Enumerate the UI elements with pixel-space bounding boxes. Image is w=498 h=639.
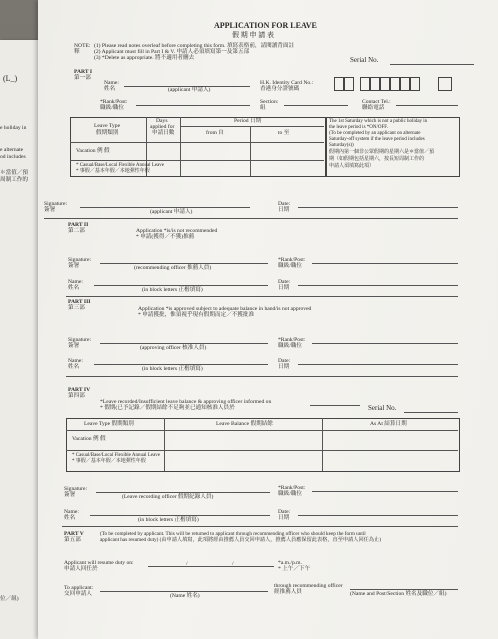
- p4-rank-field[interactable]: [312, 491, 458, 492]
- p5-date-slash-2: /: [232, 561, 234, 567]
- p1-rank-label-zh: 職級/職位: [100, 105, 124, 111]
- p2-name-field[interactable]: [94, 285, 268, 286]
- p5-to-applicant-label: To applicant:: [64, 585, 94, 591]
- p1-leave-type-zh: 假期類別: [96, 130, 119, 136]
- p1-leave-type: Leave Type: [94, 123, 121, 129]
- p5-ampm[interactable]: *a.m./p.m.: [278, 560, 302, 566]
- p1-signature-label-zh: 簽署: [44, 207, 56, 213]
- p1-name-label: Name:: [104, 80, 119, 86]
- p3-text-1: Application *is approved subject to adequate balance in hand/is not approved: [138, 306, 312, 312]
- p4-name-label: Name:: [64, 509, 79, 515]
- note-2: (2) Applicant must fill in Part I & V. 申請人必須填寫第一及第五部: [94, 49, 250, 55]
- p1-section-field[interactable]: [284, 105, 348, 106]
- p1-section-label: Section:: [260, 99, 279, 105]
- p2-signature-label-zh: 簽署: [68, 263, 80, 269]
- p4-casual: * Casual/Base/Local Flexible Annual Leave: [72, 453, 161, 458]
- p1-casual: * Casual/Base/Local Flexible Annual Leave: [76, 163, 165, 168]
- p1-signature-field[interactable]: [80, 207, 250, 208]
- p1-sat-note-2: the leave period is *ON/OFF.: [329, 125, 388, 130]
- p1-name-label-zh: 姓名: [104, 86, 116, 92]
- p2-signature-label: Signature:: [68, 257, 91, 263]
- p1-days-2: applied for: [150, 124, 175, 130]
- note-label: NOTE:: [74, 43, 91, 49]
- p1-date-field[interactable]: [298, 207, 458, 208]
- left-frag-2: e alternate: [0, 147, 24, 153]
- p2-signature-field[interactable]: [100, 263, 268, 264]
- p3-rank-label-zh: 職級/職位: [278, 343, 302, 349]
- p2-date-field[interactable]: [298, 285, 458, 286]
- p2-rank-label-zh: 職級/職位: [278, 263, 302, 269]
- p3-date-label: Date:: [278, 358, 291, 364]
- p2-date-label-zh: 日期: [278, 285, 290, 291]
- p3-date-label-zh: 日期: [278, 364, 290, 370]
- p2-name-label-zh: 姓名: [68, 285, 80, 291]
- p1-rank-field[interactable]: [136, 105, 250, 106]
- p3-signature-field[interactable]: [100, 343, 268, 344]
- p1-rank-label: *Rank/Post:: [100, 99, 128, 105]
- p3-name-label: Name:: [68, 358, 83, 364]
- left-bracket-text: (L_): [3, 74, 18, 83]
- p3-block-letters: (in block letters 正楷填寫): [142, 366, 203, 372]
- p1-signature-label: Signature:: [44, 201, 67, 207]
- p5-text-2: applicant has resumed duty) (由申請人填寫，此項將經由推薦人員交回申請人，推薦人員應保留此表格，直至申請人回任為止): [100, 537, 381, 543]
- left-frag-1: e holiday in: [0, 125, 27, 131]
- p3-rank-label: *Rank/Post:: [278, 337, 306, 343]
- p4-rank-label: *Rank/Post:: [278, 485, 306, 491]
- p1-signature-who: (applicant 申請人): [150, 209, 193, 215]
- p5-resume-label: Applicant will resume duty on:: [64, 560, 134, 566]
- p4-signature-field[interactable]: [96, 492, 270, 493]
- p5-to-applicant-label-zh: 交回申請人: [64, 591, 92, 597]
- p4-date-field[interactable]: [298, 515, 458, 516]
- p5-resume-date-field[interactable]: [148, 566, 274, 567]
- p4-text-2: * 假期(已予記錄／假期結餘不足夠並已通知核准人員於: [100, 405, 235, 411]
- p1-contact-label: Contact Tel.:: [362, 99, 391, 105]
- note-1: (1) Please read notes overleaf before completing this form. 填寫表格前，請閱讀背面註: [94, 43, 295, 49]
- p5-officer-field[interactable]: [350, 589, 458, 590]
- p4-col-balance: Leave Balance 假期結餘: [216, 421, 273, 427]
- p1-contact-label-zh: 聯絡電話: [362, 105, 385, 111]
- p5-applicant-name-field[interactable]: [100, 591, 268, 592]
- left-frag-3: od includes: [0, 154, 26, 160]
- p3-signature-label-zh: 簽署: [68, 343, 80, 349]
- p5-resume-label-zh: 申請人回任於: [64, 566, 98, 572]
- p3-rank-field[interactable]: [312, 343, 458, 344]
- p1-sat-note-1: The 1st Saturday which is not a public holiday in: [329, 119, 428, 124]
- p4-casual-zh: * 事假／基本年假／本地彈性年假: [72, 459, 146, 464]
- p5-date-slash-1: /: [186, 561, 188, 567]
- left-frag-5: 周制工作的: [0, 177, 28, 183]
- p4-col-leave-type: Leave Type 假期類別: [84, 421, 134, 427]
- part1-title-zh: 第一部: [74, 75, 91, 81]
- part4-title-zh: 第四部: [68, 393, 85, 399]
- p3-date-field[interactable]: [298, 364, 458, 365]
- p3-signature-label: Signature:: [68, 337, 91, 343]
- part3-title: PART III: [68, 299, 91, 305]
- note-1b: 釋: [74, 49, 80, 55]
- p1-sat-note-3: (To be completed by an applicant on alternate: [329, 131, 421, 136]
- p3-text-2: * 申請獲批，惟須視乎現有假期而定／不獲批准: [138, 312, 255, 318]
- left-frag-6: 位／組): [0, 596, 19, 602]
- p4-serial-label: Serial No.: [368, 404, 397, 412]
- p1-divider: [44, 218, 458, 219]
- p4-signature-who: (Leave recording officer 假期紀錄人員): [122, 494, 214, 500]
- p3-divider: [66, 376, 458, 377]
- part2-title: PART II: [68, 222, 89, 228]
- p1-days-3: 申請日數: [152, 130, 175, 136]
- p1-period: Period 日期: [234, 118, 262, 124]
- p4-informed-date-field[interactable]: [310, 405, 360, 406]
- p1-sat-note-8: 申請人須填寫此項）: [329, 164, 375, 169]
- part3-title-zh: 第三部: [68, 305, 85, 311]
- p4-signature-label: Signature:: [64, 486, 87, 492]
- left-page-fragment: [0, 40, 40, 639]
- p5-through-label: through recommending officer: [274, 583, 343, 589]
- p1-from: from 自: [206, 130, 224, 136]
- p4-name-field[interactable]: [90, 515, 270, 516]
- part2-title-zh: 第二部: [68, 228, 85, 234]
- part1-title: PART I: [74, 69, 93, 75]
- p1-vacation: Vacation 例 假: [76, 148, 110, 154]
- p2-rank-label: *Rank/Post:: [278, 257, 306, 263]
- p4-divider: [62, 526, 458, 527]
- p4-date-label-zh: 日期: [278, 515, 290, 521]
- p2-date-label: Date:: [278, 279, 291, 285]
- p2-rank-field[interactable]: [312, 263, 458, 264]
- left-frag-4: ＊當值／預: [0, 170, 28, 176]
- p2-divider: [66, 296, 458, 297]
- p3-name-field[interactable]: [94, 364, 268, 365]
- p1-sat-note-4: Saturday-off system if the leave period includes: [329, 137, 425, 142]
- p5-name-who: (Name 姓名): [170, 593, 200, 599]
- p4-vacation: Vacation 例 假: [72, 436, 106, 442]
- p1-to: to 至: [278, 130, 290, 136]
- p4-name-label-zh: 姓名: [64, 515, 76, 521]
- p1-section-label-zh: 組: [260, 105, 266, 111]
- p3-name-label-zh: 姓名: [68, 364, 80, 370]
- p1-hkid-label-zh: 香港身分證號碼: [260, 86, 300, 92]
- p5-text-1: (To be completed by applicant. This will be returned to applicant through recommending officer who should keep the form until: [100, 531, 366, 537]
- p4-col-asat: As At 結算日期: [370, 421, 407, 427]
- p1-date-label: Date:: [278, 201, 291, 207]
- p2-name-label: Name:: [68, 279, 83, 285]
- p4-date-label: Date:: [278, 509, 291, 515]
- p4-text-1: *Leave recorded/Insufficient leave balance & approving officer informed on: [100, 399, 272, 405]
- p5-through-label-zh: 經推薦人員: [274, 589, 302, 595]
- p2-text-1: Application *is/is not recommended: [136, 228, 218, 234]
- p1-sat-note-5: Saturday(s)): [329, 143, 354, 148]
- p1-sat-note-7: 期（如假期包括星期六，按長短周制工作的: [329, 157, 425, 162]
- p1-sat-note-6: 假期內第一個非公眾假期的星期六是＊當值／預: [329, 150, 435, 155]
- serial-label: Serial No.: [350, 56, 379, 64]
- p5-name-post: (Name and Post/Section 姓名及職位／組): [350, 591, 447, 597]
- form-title: APPLICATION FOR LEAVE: [214, 21, 317, 30]
- p2-block-letters: (in block letters 正楷填寫): [142, 287, 203, 293]
- p4-serial-line[interactable]: [404, 412, 458, 413]
- p2-text-2: * 申請(獲得／不獲)推薦: [136, 234, 195, 240]
- p4-signature-label-zh: 簽署: [64, 492, 76, 498]
- p5-ampm-zh: * 上午／下午: [278, 566, 311, 572]
- p1-days-1: Days: [156, 118, 168, 124]
- p1-hkid-label: H.K. Identity Card No.:: [260, 80, 314, 86]
- part5-title-zh: 第五部: [64, 537, 81, 543]
- p1-date-label-zh: 日期: [278, 207, 290, 213]
- p4-rank-label-zh: 職級/職位: [278, 491, 302, 497]
- p4-block-letters: (in block letters 正楷填寫): [138, 517, 199, 523]
- leave-form-page: [38, 0, 498, 639]
- part5-title: PART V: [64, 531, 84, 537]
- p3-signature-who: (approving officer 核准人員): [140, 345, 207, 351]
- p1-applicant: (applicant 申請人): [168, 87, 211, 93]
- note-3: (3) *Delete as appropriate. 將不適用者刪去: [94, 55, 195, 61]
- part4-title: PART IV: [68, 387, 91, 393]
- p1-casual-zh: * 事假／基本年假／本地彈性年假: [76, 169, 150, 174]
- p2-signature-who: (recommending officer 推薦人員): [134, 265, 212, 271]
- serial-line[interactable]: [390, 64, 474, 65]
- p1-contact-field[interactable]: [396, 105, 458, 106]
- form-title-zh: 假 期 申 請 表: [232, 31, 274, 39]
